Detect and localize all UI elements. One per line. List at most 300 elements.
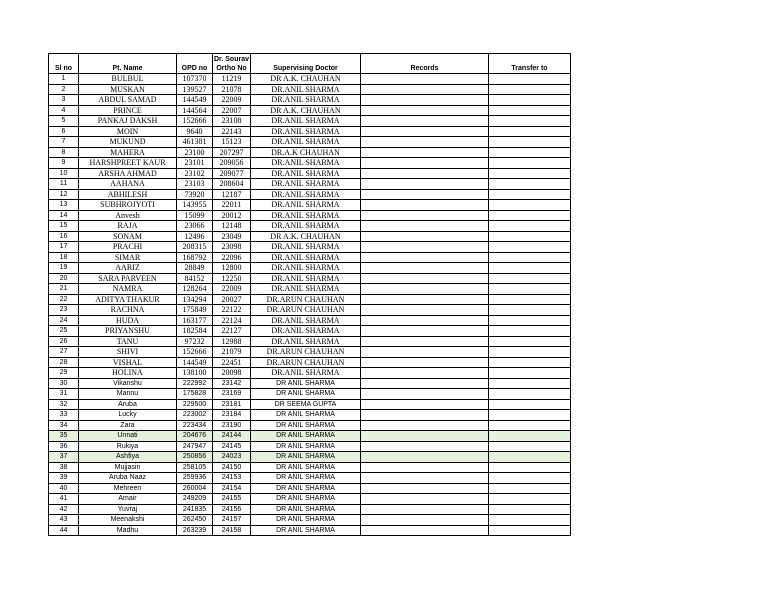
cell-ortho-no[interactable]: 22451 (213, 357, 251, 368)
cell-supervising-doctor[interactable]: DR.ARUN CHAUHAN (251, 294, 361, 305)
cell-sl-no[interactable]: 27 (49, 347, 79, 358)
cell-sl-no[interactable]: 31 (49, 389, 79, 400)
cell-supervising-doctor[interactable]: DR.ARUN CHAUHAN (251, 347, 361, 358)
cell-patient-name[interactable]: MAHERA (79, 147, 177, 158)
cell-patient-name[interactable]: RAJA (79, 221, 177, 232)
cell-records[interactable] (361, 116, 489, 127)
cell-sl-no[interactable]: 33 (49, 410, 79, 421)
cell-patient-name[interactable]: RACHNA (79, 305, 177, 316)
cell-records[interactable] (361, 126, 489, 137)
cell-sl-no[interactable]: 9 (49, 158, 79, 169)
cell-records[interactable] (361, 399, 489, 410)
cell-patient-name[interactable]: Amair (79, 494, 177, 505)
cell-ortho-no[interactable]: 12187 (213, 189, 251, 200)
cell-transfer-to[interactable] (489, 200, 571, 211)
cell-opd-no[interactable]: 263239 (177, 525, 213, 536)
cell-supervising-doctor[interactable]: DR ANIL SHARMA (251, 504, 361, 515)
cell-patient-name[interactable]: BULBUL (79, 74, 177, 85)
cell-records[interactable] (361, 431, 489, 442)
cell-ortho-no[interactable]: 24023 (213, 452, 251, 463)
cell-records[interactable] (361, 305, 489, 316)
cell-supervising-doctor[interactable]: DR.ANIL SHARMA (251, 221, 361, 232)
cell-records[interactable] (361, 378, 489, 389)
cell-ortho-no[interactable]: 24157 (213, 515, 251, 526)
cell-transfer-to[interactable] (489, 252, 571, 263)
cell-records[interactable] (361, 483, 489, 494)
cell-patient-name[interactable]: HARSHPREET KAUR (79, 158, 177, 169)
cell-transfer-to[interactable] (489, 294, 571, 305)
cell-patient-name[interactable]: NAMRA (79, 284, 177, 295)
cell-ortho-no[interactable]: 21078 (213, 84, 251, 95)
cell-records[interactable] (361, 494, 489, 505)
cell-opd-no[interactable]: 204676 (177, 431, 213, 442)
cell-ortho-no[interactable]: 21079 (213, 347, 251, 358)
cell-transfer-to[interactable] (489, 95, 571, 106)
cell-records[interactable] (361, 441, 489, 452)
cell-supervising-doctor[interactable]: DR ANIL SHARMA (251, 389, 361, 400)
cell-supervising-doctor[interactable]: DR.ANIL SHARMA (251, 284, 361, 295)
cell-patient-name[interactable]: Mehreen (79, 483, 177, 494)
cell-transfer-to[interactable] (489, 473, 571, 484)
cell-opd-no[interactable]: 23102 (177, 168, 213, 179)
cell-patient-name[interactable]: MUKUND (79, 137, 177, 148)
cell-opd-no[interactable]: 143955 (177, 200, 213, 211)
cell-sl-no[interactable]: 4 (49, 105, 79, 116)
cell-transfer-to[interactable] (489, 242, 571, 253)
cell-transfer-to[interactable] (489, 168, 571, 179)
cell-records[interactable] (361, 158, 489, 169)
cell-patient-name[interactable]: AARIZ (79, 263, 177, 274)
cell-sl-no[interactable]: 12 (49, 189, 79, 200)
cell-sl-no[interactable]: 41 (49, 494, 79, 505)
cell-supervising-doctor[interactable]: DR.ARUN CHAUHAN (251, 357, 361, 368)
cell-transfer-to[interactable] (489, 263, 571, 274)
cell-patient-name[interactable]: Yuvraj (79, 504, 177, 515)
cell-opd-no[interactable]: 23103 (177, 179, 213, 190)
cell-transfer-to[interactable] (489, 315, 571, 326)
cell-ortho-no[interactable]: 22127 (213, 326, 251, 337)
cell-ortho-no[interactable]: 23049 (213, 231, 251, 242)
cell-supervising-doctor[interactable]: DR.ANIL SHARMA (251, 336, 361, 347)
cell-ortho-no[interactable]: 23184 (213, 410, 251, 421)
cell-records[interactable] (361, 74, 489, 85)
cell-ortho-no[interactable]: 22007 (213, 105, 251, 116)
cell-patient-name[interactable]: SHIVI (79, 347, 177, 358)
cell-sl-no[interactable]: 36 (49, 441, 79, 452)
cell-ortho-no[interactable]: 11219 (213, 74, 251, 85)
cell-supervising-doctor[interactable]: DR ANIL SHARMA (251, 431, 361, 442)
cell-opd-no[interactable]: 12496 (177, 231, 213, 242)
cell-ortho-no[interactable]: 209077 (213, 168, 251, 179)
cell-records[interactable] (361, 242, 489, 253)
cell-sl-no[interactable]: 11 (49, 179, 79, 190)
cell-patient-name[interactable]: HUDA (79, 315, 177, 326)
cell-records[interactable] (361, 515, 489, 526)
cell-supervising-doctor[interactable]: DR ANIL SHARMA (251, 462, 361, 473)
header-supervising-doctor[interactable]: Supervising Doctor (251, 54, 361, 74)
cell-records[interactable] (361, 410, 489, 421)
cell-records[interactable] (361, 168, 489, 179)
cell-supervising-doctor[interactable]: DR ANIL SHARMA (251, 410, 361, 421)
cell-sl-no[interactable]: 14 (49, 210, 79, 221)
cell-records[interactable] (361, 462, 489, 473)
cell-records[interactable] (361, 221, 489, 232)
cell-transfer-to[interactable] (489, 368, 571, 379)
cell-supervising-doctor[interactable]: DR ANIL SHARMA (251, 420, 361, 431)
cell-opd-no[interactable]: 15099 (177, 210, 213, 221)
cell-records[interactable] (361, 105, 489, 116)
cell-supervising-doctor[interactable]: DR.ANIL SHARMA (251, 263, 361, 274)
cell-ortho-no[interactable]: 24156 (213, 504, 251, 515)
cell-supervising-doctor[interactable]: DR ANIL SHARMA (251, 483, 361, 494)
cell-records[interactable] (361, 389, 489, 400)
cell-transfer-to[interactable] (489, 378, 571, 389)
cell-sl-no[interactable]: 34 (49, 420, 79, 431)
cell-transfer-to[interactable] (489, 210, 571, 221)
cell-opd-no[interactable]: 208315 (177, 242, 213, 253)
cell-supervising-doctor[interactable]: DR.ANIL SHARMA (251, 368, 361, 379)
cell-transfer-to[interactable] (489, 410, 571, 421)
cell-records[interactable] (361, 273, 489, 284)
cell-sl-no[interactable]: 29 (49, 368, 79, 379)
cell-records[interactable] (361, 294, 489, 305)
cell-ortho-no[interactable]: 22096 (213, 252, 251, 263)
cell-patient-name[interactable]: HOLINA (79, 368, 177, 379)
cell-opd-no[interactable]: 250856 (177, 452, 213, 463)
cell-ortho-no[interactable]: 22143 (213, 126, 251, 137)
cell-supervising-doctor[interactable]: DR.ANIL SHARMA (251, 137, 361, 148)
cell-supervising-doctor[interactable]: DR.ANIL SHARMA (251, 179, 361, 190)
cell-records[interactable] (361, 420, 489, 431)
cell-sl-no[interactable]: 16 (49, 231, 79, 242)
cell-ortho-no[interactable]: 23142 (213, 378, 251, 389)
header-sl-no[interactable]: Sl no (49, 54, 79, 74)
cell-sl-no[interactable]: 37 (49, 452, 79, 463)
cell-supervising-doctor[interactable]: DR.A.K CHAUHAN (251, 147, 361, 158)
cell-sl-no[interactable]: 1 (49, 74, 79, 85)
cell-transfer-to[interactable] (489, 431, 571, 442)
cell-transfer-to[interactable] (489, 494, 571, 505)
cell-records[interactable] (361, 95, 489, 106)
cell-records[interactable] (361, 347, 489, 358)
cell-records[interactable] (361, 200, 489, 211)
cell-supervising-doctor[interactable]: DR.ANIL SHARMA (251, 168, 361, 179)
cell-sl-no[interactable]: 3 (49, 95, 79, 106)
cell-opd-no[interactable]: 138100 (177, 368, 213, 379)
cell-ortho-no[interactable]: 20012 (213, 210, 251, 221)
cell-patient-name[interactable]: SARA PARVEEN (79, 273, 177, 284)
cell-opd-no[interactable]: 23100 (177, 147, 213, 158)
cell-sl-no[interactable]: 35 (49, 431, 79, 442)
cell-sl-no[interactable]: 17 (49, 242, 79, 253)
cell-patient-name[interactable]: ABHILESH (79, 189, 177, 200)
cell-transfer-to[interactable] (489, 126, 571, 137)
cell-opd-no[interactable]: 247947 (177, 441, 213, 452)
cell-records[interactable] (361, 84, 489, 95)
cell-supervising-doctor[interactable]: DR.ANIL SHARMA (251, 200, 361, 211)
cell-transfer-to[interactable] (489, 74, 571, 85)
cell-sl-no[interactable]: 32 (49, 399, 79, 410)
cell-ortho-no[interactable]: 12148 (213, 221, 251, 232)
cell-supervising-doctor[interactable]: DR ANIL SHARMA (251, 452, 361, 463)
cell-opd-no[interactable]: 258105 (177, 462, 213, 473)
cell-records[interactable] (361, 210, 489, 221)
cell-records[interactable] (361, 326, 489, 337)
cell-patient-name[interactable]: MOIN (79, 126, 177, 137)
cell-opd-no[interactable]: 73920 (177, 189, 213, 200)
cell-opd-no[interactable]: 84152 (177, 273, 213, 284)
cell-sl-no[interactable]: 38 (49, 462, 79, 473)
cell-supervising-doctor[interactable]: DR.ANIL SHARMA (251, 326, 361, 337)
cell-opd-no[interactable]: 134294 (177, 294, 213, 305)
cell-patient-name[interactable]: TANU (79, 336, 177, 347)
header-records[interactable]: Records (361, 54, 489, 74)
cell-transfer-to[interactable] (489, 305, 571, 316)
cell-sl-no[interactable]: 43 (49, 515, 79, 526)
cell-patient-name[interactable]: Aruba (79, 399, 177, 410)
cell-supervising-doctor[interactable]: DR.ANIL SHARMA (251, 84, 361, 95)
cell-transfer-to[interactable] (489, 462, 571, 473)
cell-supervising-doctor[interactable]: DR ANIL SHARMA (251, 494, 361, 505)
cell-transfer-to[interactable] (489, 399, 571, 410)
cell-opd-no[interactable]: 144564 (177, 105, 213, 116)
cell-records[interactable] (361, 252, 489, 263)
cell-sl-no[interactable]: 30 (49, 378, 79, 389)
cell-records[interactable] (361, 525, 489, 536)
cell-records[interactable] (361, 147, 489, 158)
cell-transfer-to[interactable] (489, 525, 571, 536)
cell-patient-name[interactable]: Anvesh (79, 210, 177, 221)
cell-opd-no[interactable]: 23066 (177, 221, 213, 232)
cell-ortho-no[interactable]: 24145 (213, 441, 251, 452)
cell-patient-name[interactable]: VISHAL (79, 357, 177, 368)
cell-sl-no[interactable]: 28 (49, 357, 79, 368)
cell-transfer-to[interactable] (489, 389, 571, 400)
cell-sl-no[interactable]: 5 (49, 116, 79, 127)
cell-opd-no[interactable]: 107370 (177, 74, 213, 85)
cell-records[interactable] (361, 137, 489, 148)
cell-ortho-no[interactable]: 23181 (213, 399, 251, 410)
cell-patient-name[interactable]: Rukiya (79, 441, 177, 452)
cell-opd-no[interactable]: 229500 (177, 399, 213, 410)
cell-supervising-doctor[interactable]: DR.ANIL SHARMA (251, 116, 361, 127)
cell-sl-no[interactable]: 25 (49, 326, 79, 337)
cell-opd-no[interactable]: 461381 (177, 137, 213, 148)
cell-opd-no[interactable]: 163177 (177, 315, 213, 326)
cell-ortho-no[interactable]: 24144 (213, 431, 251, 442)
cell-sl-no[interactable]: 24 (49, 315, 79, 326)
cell-opd-no[interactable]: 152666 (177, 116, 213, 127)
cell-opd-no[interactable]: 144549 (177, 95, 213, 106)
cell-ortho-no[interactable]: 12250 (213, 273, 251, 284)
cell-ortho-no[interactable]: 22011 (213, 200, 251, 211)
cell-records[interactable] (361, 179, 489, 190)
cell-ortho-no[interactable]: 207297 (213, 147, 251, 158)
cell-supervising-doctor[interactable]: DR ANIL SHARMA (251, 441, 361, 452)
cell-supervising-doctor[interactable]: DR SEEMA GUPTA (251, 399, 361, 410)
cell-patient-name[interactable]: PRINCE (79, 105, 177, 116)
cell-supervising-doctor[interactable]: DR.ANIL SHARMA (251, 126, 361, 137)
cell-opd-no[interactable]: 168792 (177, 252, 213, 263)
cell-patient-name[interactable]: Unnati (79, 431, 177, 442)
cell-supervising-doctor[interactable]: DR.ANIL SHARMA (251, 273, 361, 284)
cell-sl-no[interactable]: 6 (49, 126, 79, 137)
cell-records[interactable] (361, 452, 489, 463)
cell-sl-no[interactable]: 8 (49, 147, 79, 158)
cell-patient-name[interactable]: PRACHI (79, 242, 177, 253)
cell-opd-no[interactable]: 223434 (177, 420, 213, 431)
cell-patient-name[interactable]: Zara (79, 420, 177, 431)
cell-transfer-to[interactable] (489, 336, 571, 347)
cell-patient-name[interactable]: Lucky (79, 410, 177, 421)
cell-ortho-no[interactable]: 22009 (213, 284, 251, 295)
cell-transfer-to[interactable] (489, 158, 571, 169)
cell-supervising-doctor[interactable]: DR.ARUN CHAUHAN (251, 305, 361, 316)
cell-ortho-no[interactable]: 12988 (213, 336, 251, 347)
cell-supervising-doctor[interactable]: DR A.K. CHAUHAN (251, 74, 361, 85)
cell-records[interactable] (361, 189, 489, 200)
cell-transfer-to[interactable] (489, 179, 571, 190)
cell-supervising-doctor[interactable]: DR ANIL SHARMA (251, 515, 361, 526)
cell-opd-no[interactable]: 182584 (177, 326, 213, 337)
cell-ortho-no[interactable]: 24150 (213, 462, 251, 473)
header-transfer-to[interactable]: Transfer to (489, 54, 571, 74)
cell-supervising-doctor[interactable]: DR.ANIL SHARMA (251, 315, 361, 326)
cell-ortho-no[interactable]: 22124 (213, 315, 251, 326)
cell-opd-no[interactable]: 262450 (177, 515, 213, 526)
cell-ortho-no[interactable]: 12800 (213, 263, 251, 274)
cell-sl-no[interactable]: 22 (49, 294, 79, 305)
cell-patient-name[interactable]: ABDUL SAMAD (79, 95, 177, 106)
cell-transfer-to[interactable] (489, 347, 571, 358)
header-pt-name[interactable]: Pt. Name (79, 54, 177, 74)
cell-opd-no[interactable]: 97232 (177, 336, 213, 347)
cell-patient-name[interactable]: Aruba Naaz (79, 473, 177, 484)
cell-opd-no[interactable]: 23101 (177, 158, 213, 169)
cell-opd-no[interactable]: 259936 (177, 473, 213, 484)
cell-sl-no[interactable]: 26 (49, 336, 79, 347)
cell-opd-no[interactable]: 222992 (177, 378, 213, 389)
cell-supervising-doctor[interactable]: DR A.K. CHAUHAN (251, 231, 361, 242)
cell-sl-no[interactable]: 42 (49, 504, 79, 515)
cell-ortho-no[interactable]: 22122 (213, 305, 251, 316)
header-opd-no[interactable]: OPD no (177, 54, 213, 74)
cell-patient-name[interactable]: SONAM (79, 231, 177, 242)
cell-supervising-doctor[interactable]: DR.ANIL SHARMA (251, 242, 361, 253)
cell-opd-no[interactable]: 241835 (177, 504, 213, 515)
cell-supervising-doctor[interactable]: DR ANIL SHARMA (251, 378, 361, 389)
cell-opd-no[interactable]: 223002 (177, 410, 213, 421)
cell-transfer-to[interactable] (489, 504, 571, 515)
cell-ortho-no[interactable]: 20098 (213, 368, 251, 379)
cell-transfer-to[interactable] (489, 284, 571, 295)
cell-patient-name[interactable]: Mannu (79, 389, 177, 400)
cell-records[interactable] (361, 473, 489, 484)
cell-opd-no[interactable]: 128264 (177, 284, 213, 295)
cell-opd-no[interactable]: 144549 (177, 357, 213, 368)
cell-records[interactable] (361, 357, 489, 368)
header-ortho-no[interactable] (213, 54, 251, 74)
cell-records[interactable] (361, 263, 489, 274)
cell-transfer-to[interactable] (489, 273, 571, 284)
cell-records[interactable] (361, 284, 489, 295)
cell-sl-no[interactable]: 23 (49, 305, 79, 316)
cell-supervising-doctor[interactable]: DR.ANIL SHARMA (251, 210, 361, 221)
cell-ortho-no[interactable]: 208604 (213, 179, 251, 190)
cell-ortho-no[interactable]: 23108 (213, 116, 251, 127)
cell-ortho-no[interactable]: 24153 (213, 473, 251, 484)
cell-transfer-to[interactable] (489, 515, 571, 526)
cell-patient-name[interactable]: MUSKAN (79, 84, 177, 95)
cell-patient-name[interactable]: PANKAJ DAKSH (79, 116, 177, 127)
cell-ortho-no[interactable]: 15123 (213, 137, 251, 148)
cell-patient-name[interactable]: SIMAR (79, 252, 177, 263)
cell-patient-name[interactable]: ARSHA AHMAD (79, 168, 177, 179)
cell-patient-name[interactable]: AAHANA (79, 179, 177, 190)
cell-patient-name[interactable]: PRIYANSHU (79, 326, 177, 337)
cell-transfer-to[interactable] (489, 357, 571, 368)
cell-records[interactable] (361, 231, 489, 242)
cell-ortho-no[interactable]: 23169 (213, 389, 251, 400)
cell-records[interactable] (361, 368, 489, 379)
cell-supervising-doctor[interactable]: DR.ANIL SHARMA (251, 95, 361, 106)
cell-sl-no[interactable]: 21 (49, 284, 79, 295)
cell-opd-no[interactable]: 175828 (177, 389, 213, 400)
cell-transfer-to[interactable] (489, 231, 571, 242)
cell-ortho-no[interactable]: 22009 (213, 95, 251, 106)
cell-transfer-to[interactable] (489, 420, 571, 431)
cell-sl-no[interactable]: 7 (49, 137, 79, 148)
cell-patient-name[interactable]: SUBHROJYOTI (79, 200, 177, 211)
cell-patient-name[interactable]: Meenakshi (79, 515, 177, 526)
cell-sl-no[interactable]: 13 (49, 200, 79, 211)
cell-supervising-doctor[interactable]: DR ANIL SHARMA (251, 525, 361, 536)
cell-patient-name[interactable]: Vikanshu (79, 378, 177, 389)
cell-sl-no[interactable]: 19 (49, 263, 79, 274)
cell-transfer-to[interactable] (489, 483, 571, 494)
cell-transfer-to[interactable] (489, 116, 571, 127)
cell-ortho-no[interactable]: 24155 (213, 494, 251, 505)
cell-transfer-to[interactable] (489, 441, 571, 452)
cell-opd-no[interactable]: 249209 (177, 494, 213, 505)
cell-supervising-doctor[interactable]: DR A.K. CHAUHAN (251, 105, 361, 116)
cell-sl-no[interactable]: 40 (49, 483, 79, 494)
cell-sl-no[interactable]: 39 (49, 473, 79, 484)
cell-ortho-no[interactable]: 24154 (213, 483, 251, 494)
cell-opd-no[interactable]: 175849 (177, 305, 213, 316)
cell-supervising-doctor[interactable]: DR.ANIL SHARMA (251, 189, 361, 200)
cell-opd-no[interactable]: 260004 (177, 483, 213, 494)
cell-ortho-no[interactable]: 209056 (213, 158, 251, 169)
cell-transfer-to[interactable] (489, 147, 571, 158)
cell-supervising-doctor[interactable]: DR.ANIL SHARMA (251, 252, 361, 263)
cell-transfer-to[interactable] (489, 221, 571, 232)
cell-ortho-no[interactable]: 20027 (213, 294, 251, 305)
cell-records[interactable] (361, 336, 489, 347)
cell-opd-no[interactable]: 152666 (177, 347, 213, 358)
cell-records[interactable] (361, 315, 489, 326)
cell-patient-name[interactable]: Madhu (79, 525, 177, 536)
cell-transfer-to[interactable] (489, 137, 571, 148)
cell-sl-no[interactable]: 15 (49, 221, 79, 232)
cell-patient-name[interactable]: Mujjasin (79, 462, 177, 473)
cell-records[interactable] (361, 504, 489, 515)
cell-sl-no[interactable]: 10 (49, 168, 79, 179)
cell-transfer-to[interactable] (489, 189, 571, 200)
cell-transfer-to[interactable] (489, 326, 571, 337)
cell-ortho-no[interactable]: 24158 (213, 525, 251, 536)
cell-transfer-to[interactable] (489, 84, 571, 95)
